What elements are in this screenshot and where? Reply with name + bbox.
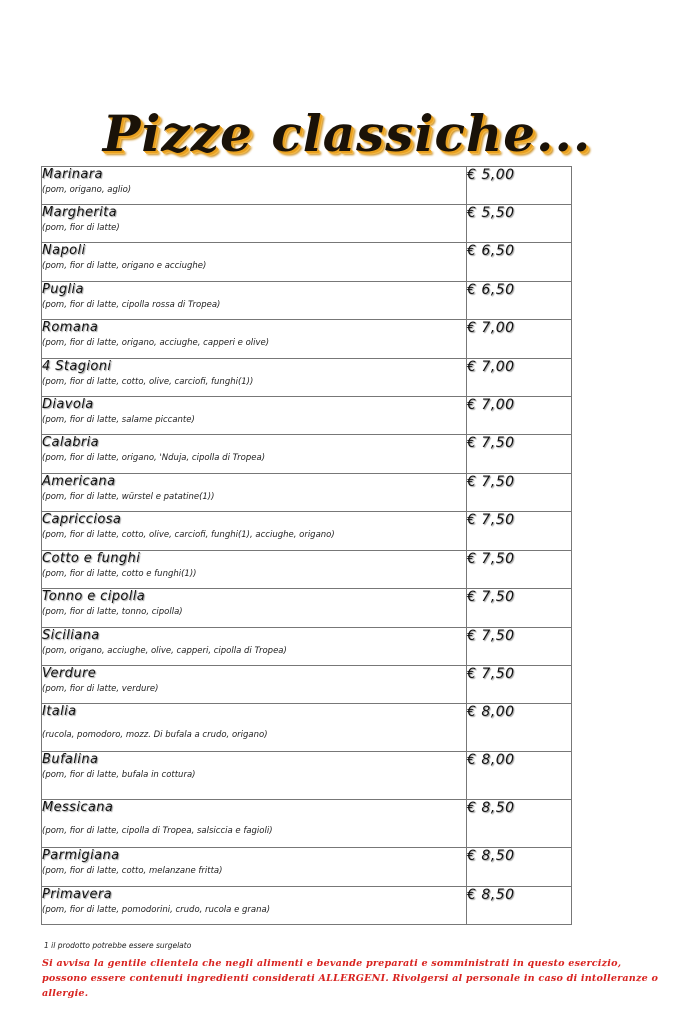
pizza-price: € 8,50 [467,887,515,903]
pizza-price: € 6,50 [467,282,515,298]
menu-row [42,359,572,397]
pizza-price: € 7,50 [467,666,515,682]
pizza-price: € 7,50 [467,512,515,528]
pizza-description-cell [42,474,467,512]
pizza-description-cell [42,167,467,205]
menu-row [42,205,572,243]
pizza-description-cell [42,848,467,887]
pizza-price-cell [467,551,572,589]
pizza-description-cell [42,359,467,397]
pizza-ingredients: (pom, fior di latte, cotto, olive, carciofi, funghi(1)) [42,377,254,387]
pizza-ingredients: (pom, fior di latte, salame piccante) [42,415,195,425]
pizza-price: € 7,00 [467,397,515,413]
menu-row [42,704,572,752]
pizza-name: Italia [42,704,77,719]
pizza-price-cell [467,397,572,435]
pizza-ingredients: (pom, origano, acciughe, olive, capperi, cipolla di Tropea) [42,646,287,656]
pizza-price-cell [467,474,572,512]
pizza-name: Calabria [42,435,99,450]
pizza-name: Siciliana [42,628,100,643]
pizza-name: Napoli [42,243,86,258]
pizza-price-cell [467,512,572,551]
pizza-ingredients: (pom, fior di latte, bufala in cottura) [42,770,196,780]
pizza-description-cell [42,887,467,925]
pizza-description-cell [42,800,467,848]
pizza-ingredients: (pom, fior di latte, cotto, olive, carciofi, funghi(1), acciughe, origano) [42,530,335,540]
pizza-name: Parmigiana [42,848,120,863]
pizza-name: Cotto e funghi [42,551,141,566]
pizza-price: € 8,50 [467,800,515,816]
pizza-name: Verdure [42,666,97,681]
pizza-price-cell [467,628,572,666]
menu-row [42,628,572,666]
menu-row [42,848,572,887]
pizza-price: € 5,50 [467,205,515,221]
pizza-price: € 7,50 [467,589,515,605]
pizza-name: 4 Stagioni [42,359,112,374]
pizza-price-cell [467,752,572,800]
menu-row [42,551,572,589]
menu-row [42,320,572,359]
pizza-price: € 7,50 [467,628,515,644]
pizza-ingredients: (pom, origano, aglio) [42,185,132,195]
pizza-price: € 7,50 [467,435,515,451]
pizza-ingredients: (pom, fior di latte, origano, acciughe, capperi e olive) [42,338,270,348]
pizza-price: € 5,00 [467,167,515,183]
pizza-description-cell [42,752,467,800]
pizza-price-cell [467,282,572,320]
pizza-ingredients: (pom, fior di latte, cipolla di Tropea, salsiccia e fagioli) [42,826,273,836]
pizza-ingredients: (pom, fior di latte, verdure) [42,684,159,694]
pizza-menu-table [41,166,572,925]
menu-row [42,800,572,848]
pizza-name: Primavera [42,887,113,902]
pizza-name: Romana [42,320,99,335]
pizza-ingredients: (pom, fior di latte, origano, 'Nduja, cipolla di Tropea) [42,453,266,463]
pizza-description-cell [42,551,467,589]
pizza-price: € 7,00 [467,359,515,375]
pizza-price: € 8,50 [467,848,515,864]
menu-row [42,435,572,474]
pizza-description-cell [42,243,467,282]
pizza-description-cell [42,704,467,752]
pizza-price-cell [467,205,572,243]
menu-row [42,167,572,205]
pizza-price-cell [467,167,572,205]
pizza-description-cell [42,282,467,320]
pizza-price: € 8,00 [467,752,515,768]
pizza-ingredients: (pom, fior di latte, cotto, melanzane fritta) [42,866,223,876]
allergen-notice: Si avvisa la gentile clientela che negli alimenti e bevande preparati e somministrati in questo esercizio, possono essere contenuti ingredienti considerati ALLERGENI. Rivolgersi al personale in caso di intolleranze o allergie. [42,958,659,999]
pizza-price: € 6,50 [467,243,515,259]
pizza-name: Puglia [42,282,84,297]
pizza-price-cell [467,320,572,359]
pizza-description-cell [42,666,467,704]
pizza-price: € 8,00 [467,704,515,720]
page-title: Pizze classiche... [102,104,592,163]
pizza-ingredients: (pom, fior di latte, origano e acciughe) [42,261,207,271]
pizza-ingredients: (rucola, pomodoro, mozz. Di bufala a crudo, origano) [42,730,268,740]
pizza-name: Margherita [42,205,118,220]
pizza-name: Capricciosa [42,512,122,527]
pizza-description-cell [42,320,467,359]
pizza-price-cell [467,848,572,887]
menu-row [42,752,572,800]
pizza-price: € 7,50 [467,551,515,567]
pizza-name: Marinara [42,167,103,182]
pizza-price-cell [467,589,572,628]
menu-row [42,397,572,435]
pizza-price-cell [467,243,572,282]
pizza-description-cell [42,435,467,474]
menu-row [42,666,572,704]
pizza-name: Tonno e cipolla [42,589,146,604]
pizza-price-cell [467,704,572,752]
pizza-description-cell [42,628,467,666]
menu-row [42,589,572,628]
pizza-description-cell [42,589,467,628]
pizza-ingredients: (pom, fior di latte, tonno, cipolla) [42,607,183,617]
menu-row [42,512,572,551]
menu-row [42,282,572,320]
pizza-ingredients: (pom, fior di latte, pomodorini, crudo, rucola e grana) [42,905,271,915]
pizza-price-cell [467,800,572,848]
pizza-description-cell [42,397,467,435]
pizza-price: € 7,00 [467,320,515,336]
pizza-ingredients: (pom, fior di latte, cotto e funghi(1)) [42,569,197,579]
pizza-ingredients: (pom, fior di latte, cipolla rossa di Tropea) [42,300,221,310]
pizza-ingredients: (pom, fior di latte, würstel e patatine(1)) [42,492,215,502]
pizza-name: Bufalina [42,752,99,767]
menu-row [42,887,572,925]
menu-row [42,474,572,512]
pizza-name: Diavola [42,397,94,412]
pizza-name: Americana [42,474,116,489]
frozen-product-footnote: 1 il prodotto potrebbe essere surgelato [44,941,192,950]
pizza-description-cell [42,205,467,243]
pizza-ingredients: (pom, fior di latte) [42,223,120,233]
pizza-price: € 7,50 [467,474,515,490]
pizza-price-cell [467,666,572,704]
pizza-description-cell [42,512,467,551]
pizza-price-cell [467,359,572,397]
pizza-price-cell [467,887,572,925]
pizza-price-cell [467,435,572,474]
menu-row [42,243,572,282]
pizza-name: Messicana [42,800,114,815]
